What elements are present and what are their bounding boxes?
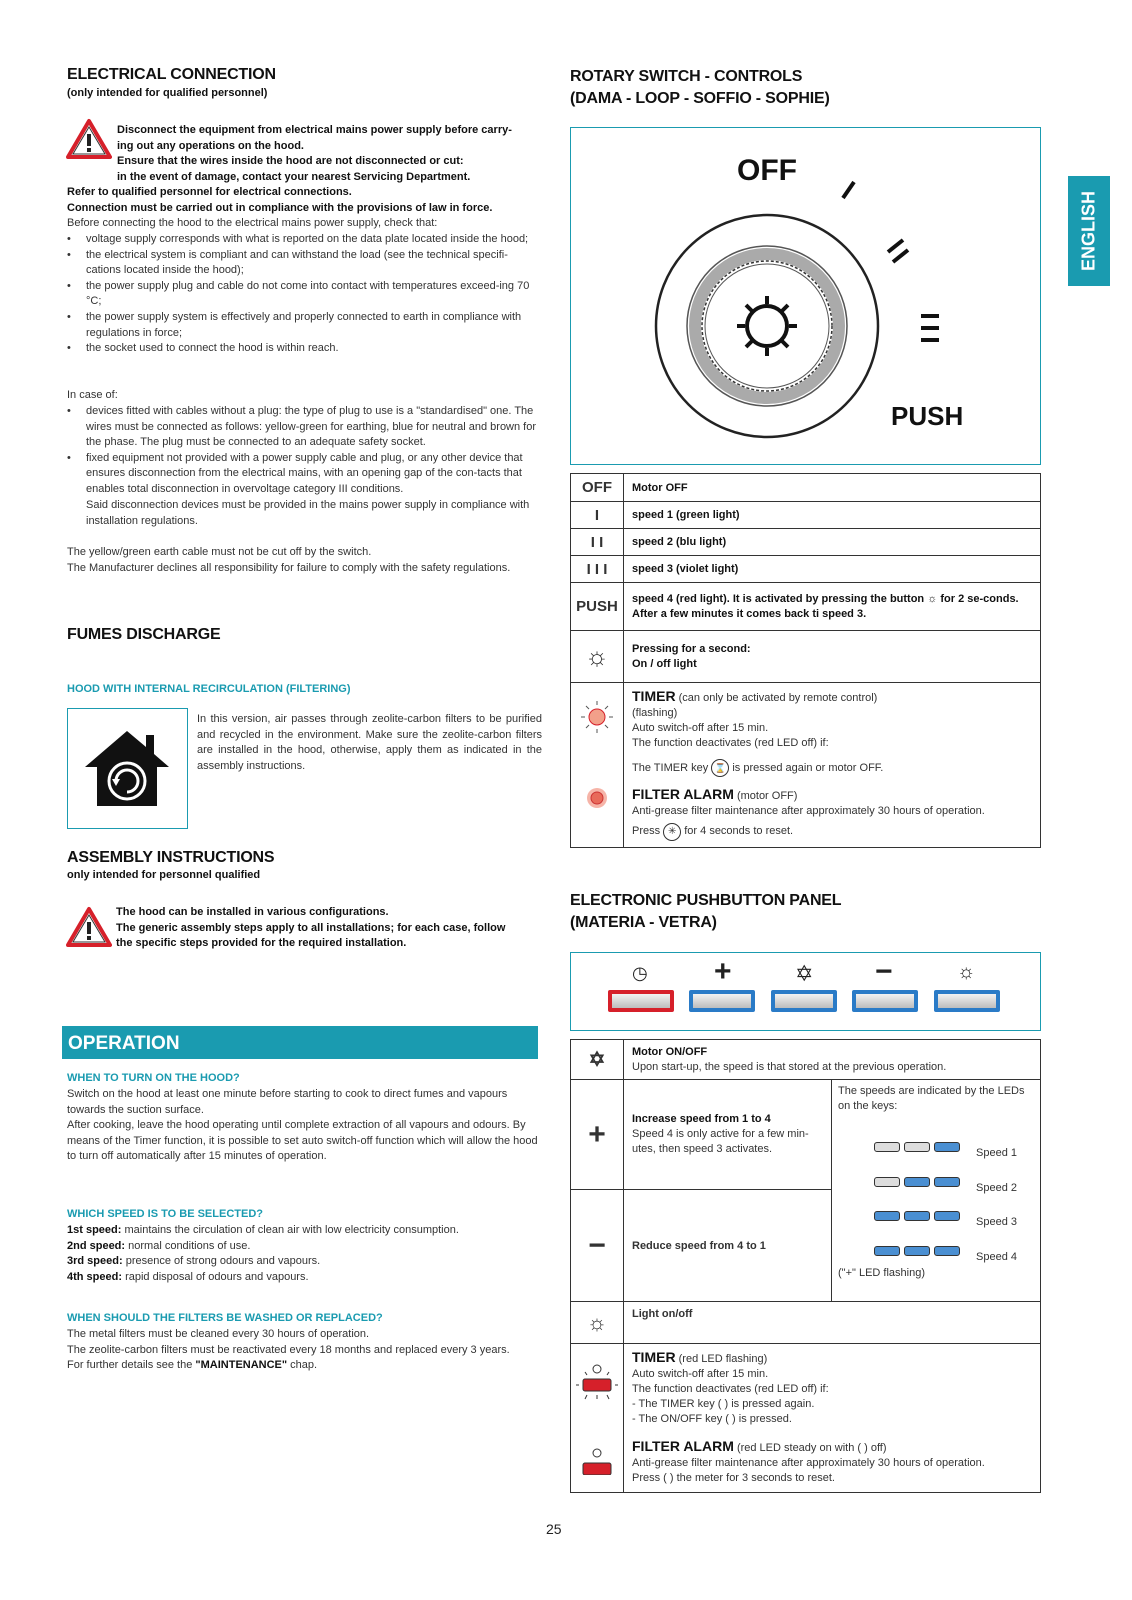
timer-led-keys xyxy=(575,1345,619,1475)
fumes-text: In this version, air passes through zeolite-carbon filters to be purified and recycled in the environment. Make sure the zeolite-carbon filters are installed in the hood, otherwise, apply them as indicated in the assembly instructions. xyxy=(197,713,542,772)
electrical-notes: Refer to qualified personnel for electrical connections. Connection must be carried out in compliance with the provisions of law in force. xyxy=(67,186,493,214)
minus-icon: − xyxy=(875,955,893,988)
warning-icon xyxy=(66,906,112,948)
table-row: OFF Motor OFF xyxy=(571,474,1041,502)
list-item: • the socket used to connect the hood is within reach. xyxy=(67,341,542,357)
operation-a3: The metal filters must be cleaned every 30 hours of operation. The zeolite-carbon filters must be reactivated every 18 months and replaced every 3 years. For further details see the "MAINTENANCE" chap. xyxy=(67,1328,510,1372)
list-item: • devices fitted with cables without a plug: the type of plug to use is a "standardised" one. The wires must be connected as follows: yellow-green for earthing, blue for neutral and brown for the phase. The plug must be connected to an adequate safety socket. xyxy=(67,404,542,451)
list-item: • voltage supply corresponds with what is reported on the data plate located inside the hood; xyxy=(67,232,542,248)
table-row: ☼ Pressing for a second: On / off light xyxy=(571,631,1041,683)
speed-list xyxy=(67,1223,542,1285)
recirculation-icon-box xyxy=(67,708,188,829)
assembly-title: ASSEMBLY INSTRUCTIONS xyxy=(67,849,275,866)
pushbutton-title: ELECTRONIC PUSHBUTTON PANEL (MATERIA - VETRA) xyxy=(570,892,842,931)
operation-title: OPERATION xyxy=(68,1033,180,1054)
electrical-footer: The yellow/green earth cable must not be cut off by the switch. The Manufacturer declines all responsibility for failure to comply with the safety regulations. xyxy=(67,546,511,574)
timer-key-icon: ⌛ xyxy=(711,759,729,777)
fan-icon: ✡ xyxy=(588,1049,606,1071)
operation-banner xyxy=(62,1026,538,1059)
electrical-title: ELECTRICAL CONNECTION xyxy=(67,66,276,83)
language-tab xyxy=(1068,176,1110,286)
table-row: ☼ Light on/off xyxy=(571,1302,1041,1344)
operation-q2: WHICH SPEED IS TO BE SELECTED? xyxy=(67,1208,263,1220)
table-row: I I speed 2 (blu light) xyxy=(571,529,1041,556)
operation-q1: WHEN TO TURN ON THE HOOD? xyxy=(67,1072,240,1084)
light-icon: ☼ xyxy=(586,1309,608,1335)
timer-led-icons xyxy=(577,684,617,814)
table-row: PUSH speed 4 (red light). It is activated by pressing the button ☼ for 2 se-conds. After a few minutes it comes back ti speed 3. xyxy=(571,583,1041,631)
list-item: • the power supply plug and cable do not come into contact with temperatures exceed-ing 70 °C; xyxy=(67,279,542,310)
warning-icon xyxy=(66,118,112,160)
light-icon: ☼ xyxy=(585,641,609,671)
electrical-warning: Disconnect the equipment from electrical mains power supply before carry- ing out any operations on the hood. Ensure that the wires inside the hood are not disconnected or cut: in the event of damage, contact your nearest Servicing Department. xyxy=(117,124,512,183)
rotary-title: ROTARY SWITCH - CONTROLS (DAMA - LOOP - SOFFIO - SOPHIE) xyxy=(570,68,830,107)
table-row: TIMER (can only be activated by remote control) (flashing) Auto switch-off after 15 min. The function deactivates (red LED off) if: The TIMER key ⌛ is pressed again or motor OFF. FILTER ALARM (motor OFF) Anti-grease filter maintenance after approximately 30 hours of operation. Press ✳ for 4 seconds to reset. xyxy=(571,683,1041,848)
electrical-checklist xyxy=(67,232,542,357)
pushbutton-panel xyxy=(570,952,1041,1031)
fumes-title: FUMES DISCHARGE xyxy=(67,626,221,643)
fan-icon: ✡ xyxy=(795,961,814,986)
rotary-switch-diagram xyxy=(570,127,1041,465)
dial-off-label: OFF xyxy=(737,154,797,187)
fan-key[interactable] xyxy=(771,990,837,1012)
light-icon: ☼ xyxy=(957,961,976,983)
dial-push-label: PUSH xyxy=(891,401,964,431)
table-row: TIMER (red LED flashing) Auto switch-off after 15 min. The function deactivates (red LED off) if: - The TIMER key ( ) is pressed again. - The ON/OFF key ( ) is pressed. FILTER ALARM (red LED steady on with ( ) off) Anti-grease filter maintenance after approximately 30 hours of operation. Press ( ) the meter for 3 seconds to reset. xyxy=(571,1344,1041,1493)
plus-icon: + xyxy=(714,955,732,988)
rotary-table xyxy=(570,473,1041,848)
timer-key[interactable] xyxy=(608,990,674,1012)
case-intro: In case of: xyxy=(67,389,118,401)
filter-reset-icon: ✳ xyxy=(663,823,681,841)
minus-icon: − xyxy=(588,1228,606,1262)
assembly-subtitle: only intended for personnel qualified xyxy=(67,869,261,881)
speed-led-legend: The speeds are indicated by the LEDs on the keys: Speed 1 Speed 2 Speed 3 Speed 4 ("+" LED flashing) xyxy=(832,1080,1041,1302)
list-item: 3rd speed: presence of strong odours and vapours. xyxy=(67,1255,321,1268)
list-item: 2nd speed: normal conditions of use. xyxy=(67,1239,251,1252)
case-list xyxy=(67,404,542,498)
list-item: 1st speed: maintains the circulation of clean air with low electricity consumption. xyxy=(67,1224,459,1236)
house-recirculation-icon xyxy=(68,709,186,827)
list-item: • fixed equipment not provided with a power supply cable and plug, or any other device that ensures disconnection from the electrical mains, with an opening gap of the con-tacts that enables total disconnection in overvoltage category III conditions. xyxy=(67,451,542,498)
table-row: ✡ Motor ON/OFF Upon start-up, the speed is that stored at the previous operation. xyxy=(571,1040,1041,1080)
timer-icon: ◷ xyxy=(632,963,648,983)
rotary-dial xyxy=(571,128,1039,463)
list-item: 4th speed: rapid disposal of odours and vapours. xyxy=(67,1270,309,1283)
language-label: ENGLISH xyxy=(1078,190,1099,272)
page-number: 25 xyxy=(546,1521,562,1537)
assembly-warning: The hood can be installed in various configurations. The generic assembly steps apply to all installations; for each case, follow the specific steps provided for the required installation. xyxy=(116,906,506,950)
light-icon: ☼ xyxy=(927,592,938,605)
pushbutton-table xyxy=(570,1039,1041,1493)
plus-key[interactable] xyxy=(689,990,755,1012)
light-key[interactable] xyxy=(934,990,1000,1012)
list-item: • the electrical system is compliant and can withstand the load (see the technical specifi-cations located inside the hood); xyxy=(67,248,542,279)
list-item: • the power supply system is effectively and properly connected to earth in compliance with regulations in force; xyxy=(67,310,542,341)
electrical-intro: Before connecting the hood to the electrical mains power supply, check that: xyxy=(67,217,438,229)
table-row: I speed 1 (green light) xyxy=(571,502,1041,529)
table-row: I I I speed 3 (violet light) xyxy=(571,556,1041,583)
table-row: − Reduce speed from 4 to 1 xyxy=(571,1190,1041,1302)
minus-key[interactable] xyxy=(852,990,918,1012)
operation-a1: Switch on the hood at least one minute before starting to cook to direct fumes and vapours towards the suction surface. After cooking, leave the hood operating until complete extraction of all vapours and odours. By means of the Timer function, it is possible to set auto switch-off function which will allow the hood to turn off automatically after 15 minutes of operation. xyxy=(67,1088,538,1163)
electrical-subtitle: (only intended for qualified personnel) xyxy=(67,87,268,99)
plus-icon: + xyxy=(588,1117,606,1151)
fumes-subheading: HOOD WITH INTERNAL RECIRCULATION (FILTERING) xyxy=(67,683,351,695)
table-row: + Increase speed from 1 to 4 Speed 4 is only active for a few min-utes, then speed 3 activates. The speeds are indicated by the LEDs on the keys: Speed 1 Speed 2 Speed 3 Speed 4 ("+" LED flashing) xyxy=(571,1080,1041,1190)
case-note: Said disconnection devices must be provided in the mains power supply in compliance with installation regulations. xyxy=(86,499,530,527)
operation-q3: WHEN SHOULD THE FILTERS BE WASHED OR REPLACED? xyxy=(67,1312,383,1324)
